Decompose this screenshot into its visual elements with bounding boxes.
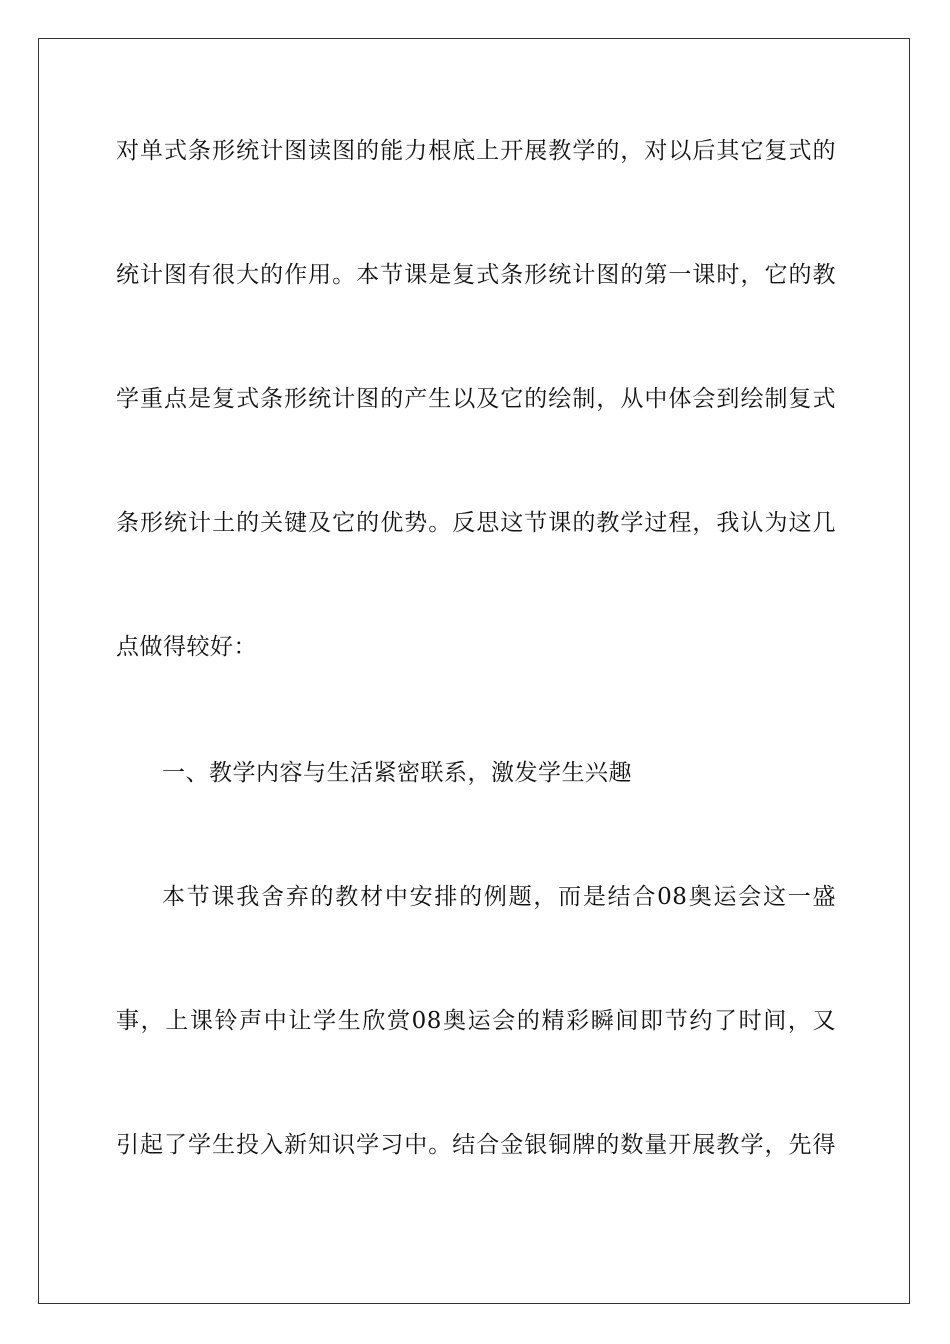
paragraph-line-4: 条形统计土的关键及它的优势。反思这节课的教学过程，我认为这几 <box>116 510 836 536</box>
paragraph-line-1: 对单式条形统计图读图的能力根底上开展教学的，对以后其它复式的 <box>116 138 836 164</box>
paragraph-line-2: 统计图有很大的作用。本节课是复式条形统计图的第一课时，它的教 <box>116 262 836 288</box>
page-border <box>38 38 910 1304</box>
paragraph-line-5: 点做得较好： <box>116 634 257 660</box>
paragraph-line-8: 引起了学生投入新知识学习中。结合金银铜牌的数量开展教学，先得 <box>116 1132 836 1158</box>
paragraph-line-7: 事，上课铃声中让学生欣赏08奥运会的精彩瞬间即节约了时间，又 <box>116 1008 836 1034</box>
paragraph-line-6: 本节课我舍弃的教材中安排的例题，而是结合08奥运会这一盛 <box>162 884 836 910</box>
paragraph-line-3: 学重点是复式条形统计图的产生以及它的绘制，从中体会到绘制复式 <box>116 386 836 412</box>
section-heading: 一、教学内容与生活紧密联系，激发学生兴趣 <box>162 760 632 786</box>
